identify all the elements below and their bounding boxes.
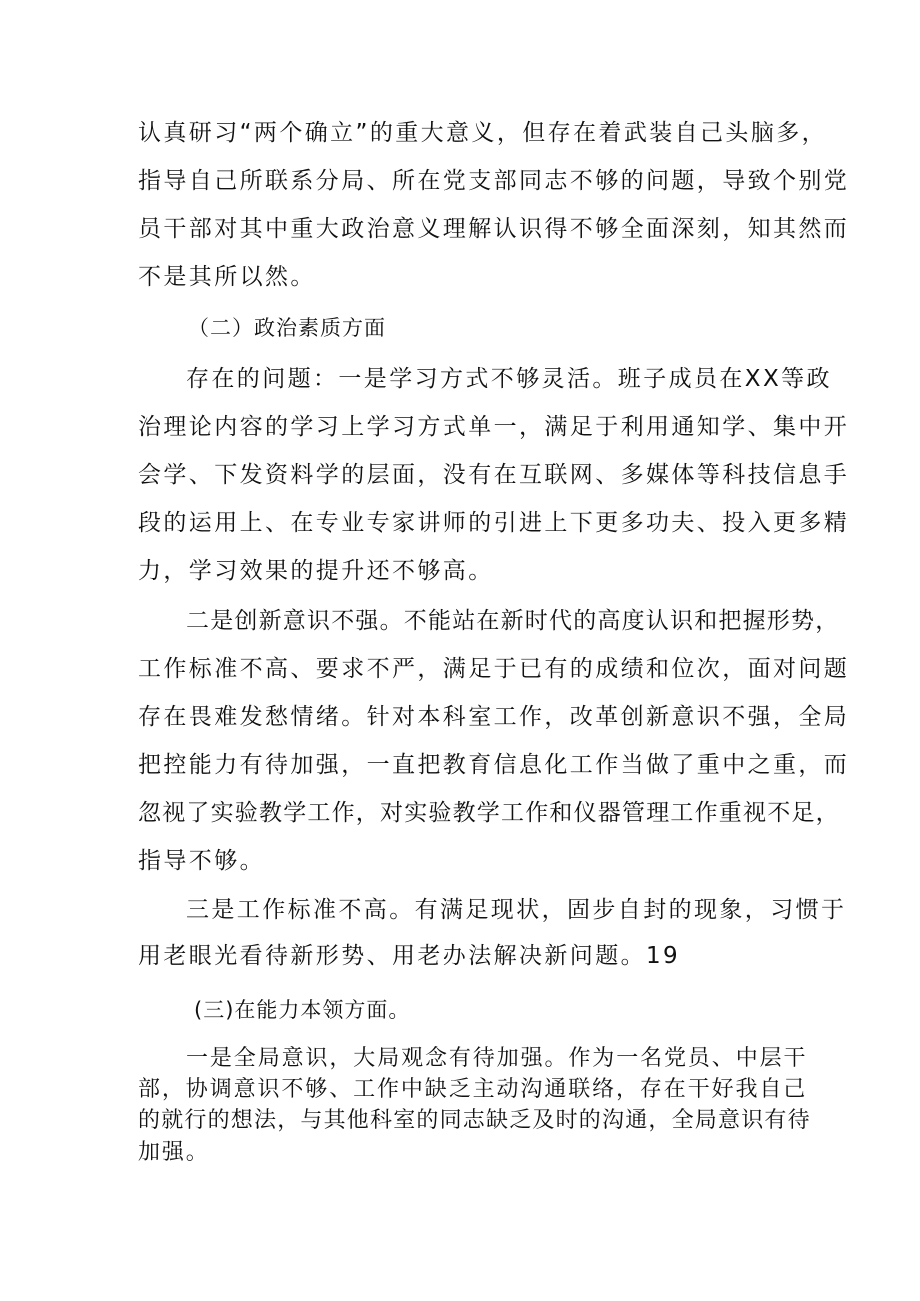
text-line: 力，学习效果的提升还不够高。 xyxy=(138,558,494,584)
text-line: 用老眼光看待新形势、用老办法解决新问题。19 xyxy=(138,943,681,969)
text-line: 加强。 xyxy=(138,1140,210,1165)
text-line: 指导不够。 xyxy=(138,848,265,874)
text-line: 部，协调意识不够、工作中缺乏主动沟通联络，存在干好我自己 xyxy=(138,1077,808,1102)
text-line: 三是工作标准不高。有满足现状，固步自封的现象，习惯于 xyxy=(186,897,847,923)
text-line: 段的运用上、在专业专家讲师的引进上下更多功夫、投入更多精 xyxy=(138,510,850,536)
text-line: 工作标准不高、要求不严，满足于已有的成绩和位次，面对问题 xyxy=(138,656,850,682)
text-line: 存在畏难发愁情绪。针对本科室工作，改革创新意识不强，全局 xyxy=(138,704,850,730)
text-line: 认真研习“两个确立”的重大意义，但存在着武装自己头脑多， xyxy=(138,120,828,146)
text-line: 不是其所以然。 xyxy=(138,264,316,290)
section-heading: （二）政治素质方面 xyxy=(188,316,386,340)
text-line: 指导自己所联系分局、所在党支部同志不够的问题，导致个别党 xyxy=(138,168,850,194)
text-line: 治理论内容的学习上学习方式单一，满足于利用通知学、集中开 xyxy=(138,414,850,440)
text-line: 把控能力有待加强，一直把教育信息化工作当做了重中之重，而 xyxy=(138,752,850,778)
text-line: 一是全局意识，大局观念有待加强。作为一名党员、中层干 xyxy=(186,1046,808,1071)
text-line: 员干部对其中重大政治意义理解认识得不够全面深刻，知其然而 xyxy=(138,216,850,242)
text-line: 的就行的想法，与其他科室的同志缺乏及时的沟通，全局意识有待 xyxy=(138,1108,811,1133)
text-line: 忽视了实验教学工作，对实验教学工作和仪器管理工作重视不足， xyxy=(138,800,840,826)
text-line: 二是创新意识不强。不能站在新时代的高度认识和把握形势， xyxy=(186,608,840,634)
text-line: 存在的问题：一是学习方式不够灵活。班子成员在XX等政 xyxy=(186,366,832,392)
section-heading: (三)在能力本领方面。 xyxy=(194,998,411,1022)
text-line: 会学、下发资料学的层面，没有在互联网、多媒体等科技信息手 xyxy=(138,462,850,488)
